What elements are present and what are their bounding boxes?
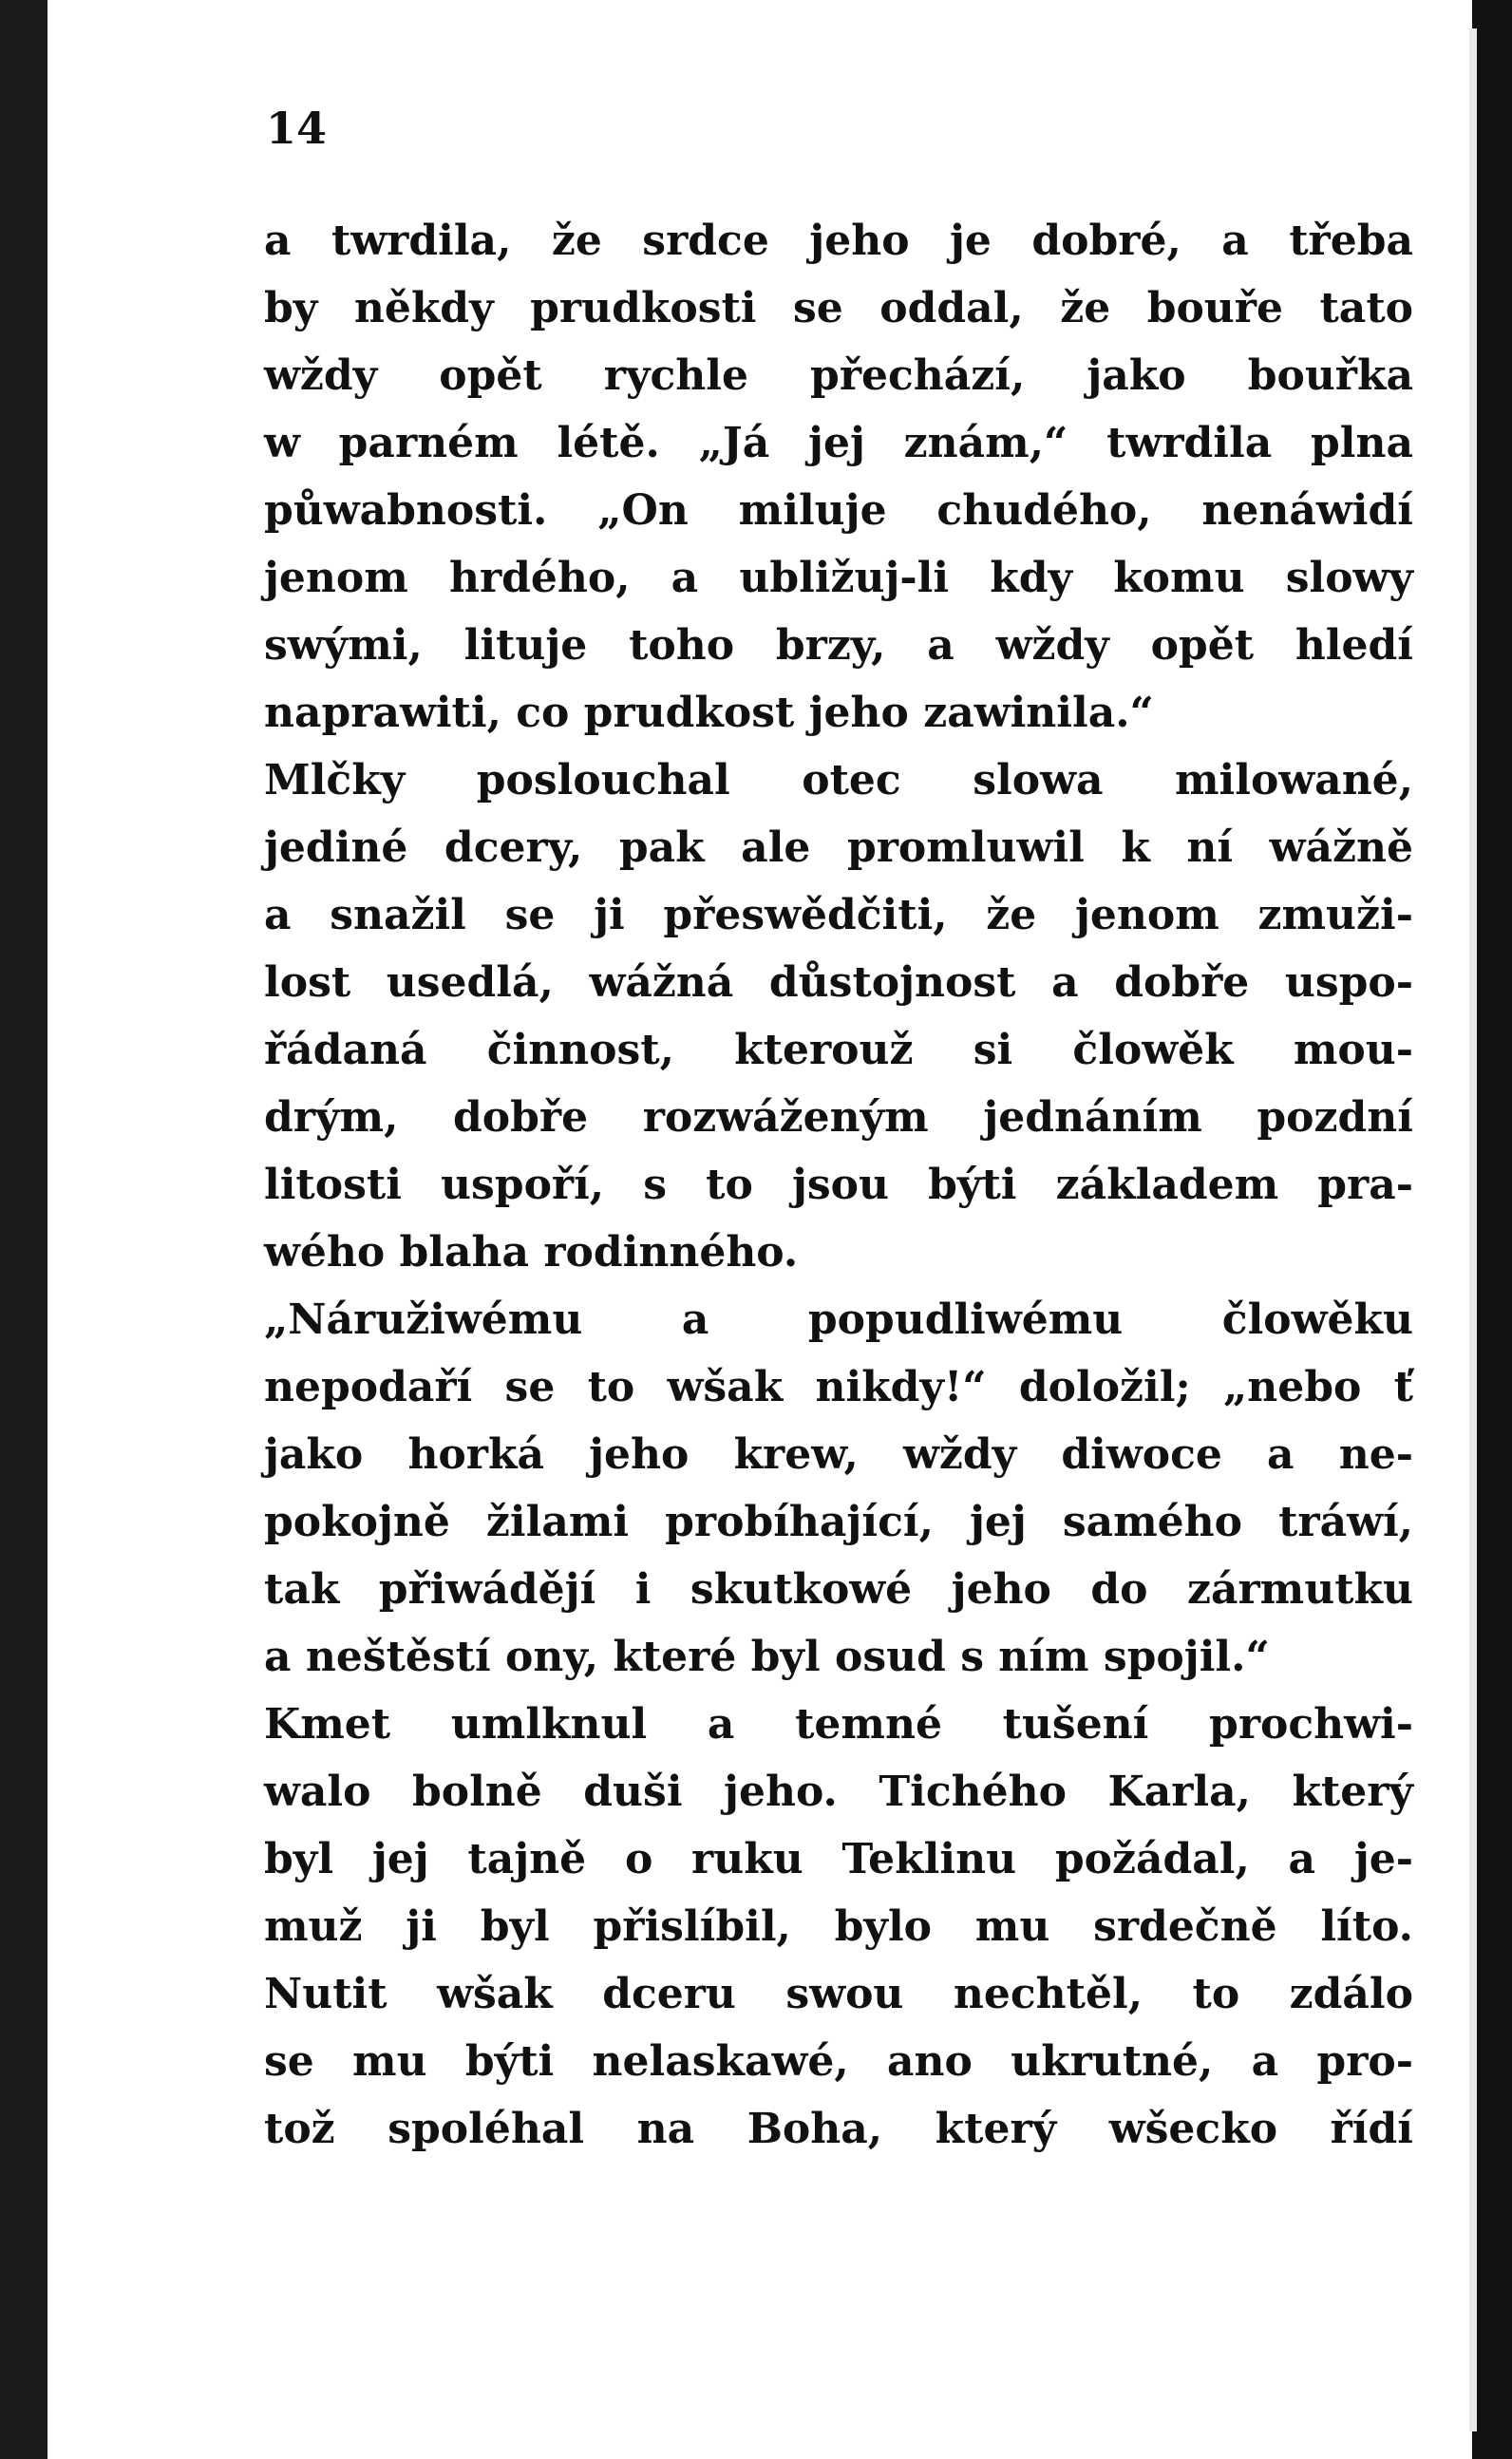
text-line: řádaná činnost, kterouž si člowěk mou-: [264, 1026, 1413, 1074]
text-line: půwabnosti. „On miluje chudého, nenáwidí: [264, 486, 1413, 535]
text-line: lost usedlá, wážná důstojnost a dobře uspo-: [264, 958, 1413, 1007]
text-line: tak přiwádějí i skutkowé jeho do zármutku: [264, 1565, 1413, 1614]
text-line: swými, lituje toho brzy, a wždy opět hledí: [264, 621, 1413, 670]
text-line: naprawiti, co prudkost jeho zawinila.“: [264, 689, 1154, 737]
text-line: nepodaří se to wšak nikdy!“ doložil; „nebo ť: [264, 1363, 1413, 1411]
text-line: se mu býti nelaskawé, ano ukrutné, a pro-: [264, 2037, 1413, 2086]
text-line: drým, dobře rozwáženým jednáním pozdní: [264, 1093, 1413, 1142]
text-line: walo bolně duši jeho. Tichého Karla, který: [264, 1768, 1413, 1816]
text-line: „Náružiwému a popudliwému člowěku: [264, 1296, 1413, 1344]
text-line: tož spoléhal na Boha, který wšecko řídí: [264, 2105, 1413, 2153]
text-line: Nutit wšak dceru swou nechtěl, to zdálo: [264, 1970, 1413, 2018]
page-number: 14: [266, 103, 328, 154]
text-line: w parném létě. „Já jej znám,“ twrdila plna: [264, 419, 1413, 467]
text-line: a snažil se ji přeswědčiti, že jenom zmuži-: [264, 891, 1413, 939]
body-text: [264, 207, 1413, 2163]
text-line: a neštěstí ony, které byl osud s ním spojil.“: [264, 1633, 1270, 1681]
text-line: by někdy prudkosti se oddal, že bouře tato: [264, 284, 1413, 332]
page-edge-paper: [1469, 28, 1477, 2431]
text-line: Kmet umlknul a temné tušení prochwi-: [264, 1700, 1413, 1749]
text-line: muž ji byl přislíbil, bylo mu srdečně líto.: [264, 1902, 1413, 1951]
text-line: Mlčky poslouchal otec slowa milowané,: [264, 756, 1413, 804]
text-line: wého blaha rodinného.: [264, 1228, 799, 1277]
text-line: pokojně žilami probíhající, jej samého tráwí,: [264, 1498, 1413, 1546]
text-line: a twrdila, že srdce jeho je dobré, a třeba: [264, 217, 1413, 265]
text-line: litosti uspoří, s to jsou býti základem pra-: [264, 1161, 1413, 1209]
text-line: jenom hrdého, a ubližuj-li kdy komu slowy: [264, 554, 1413, 602]
text-line: wždy opět rychle přechází, jako bouřka: [264, 351, 1413, 400]
text-line: jako horká jeho krew, wždy diwoce a ne-: [264, 1430, 1413, 1479]
text-line: jediné dcery, pak ale promluwil k ní wážně: [264, 823, 1413, 872]
book-page: [47, 0, 1472, 2459]
text-line: byl jej tajně o ruku Teklinu požádal, a je-: [264, 1835, 1413, 1883]
page-edge-shadow: [1472, 0, 1512, 2459]
